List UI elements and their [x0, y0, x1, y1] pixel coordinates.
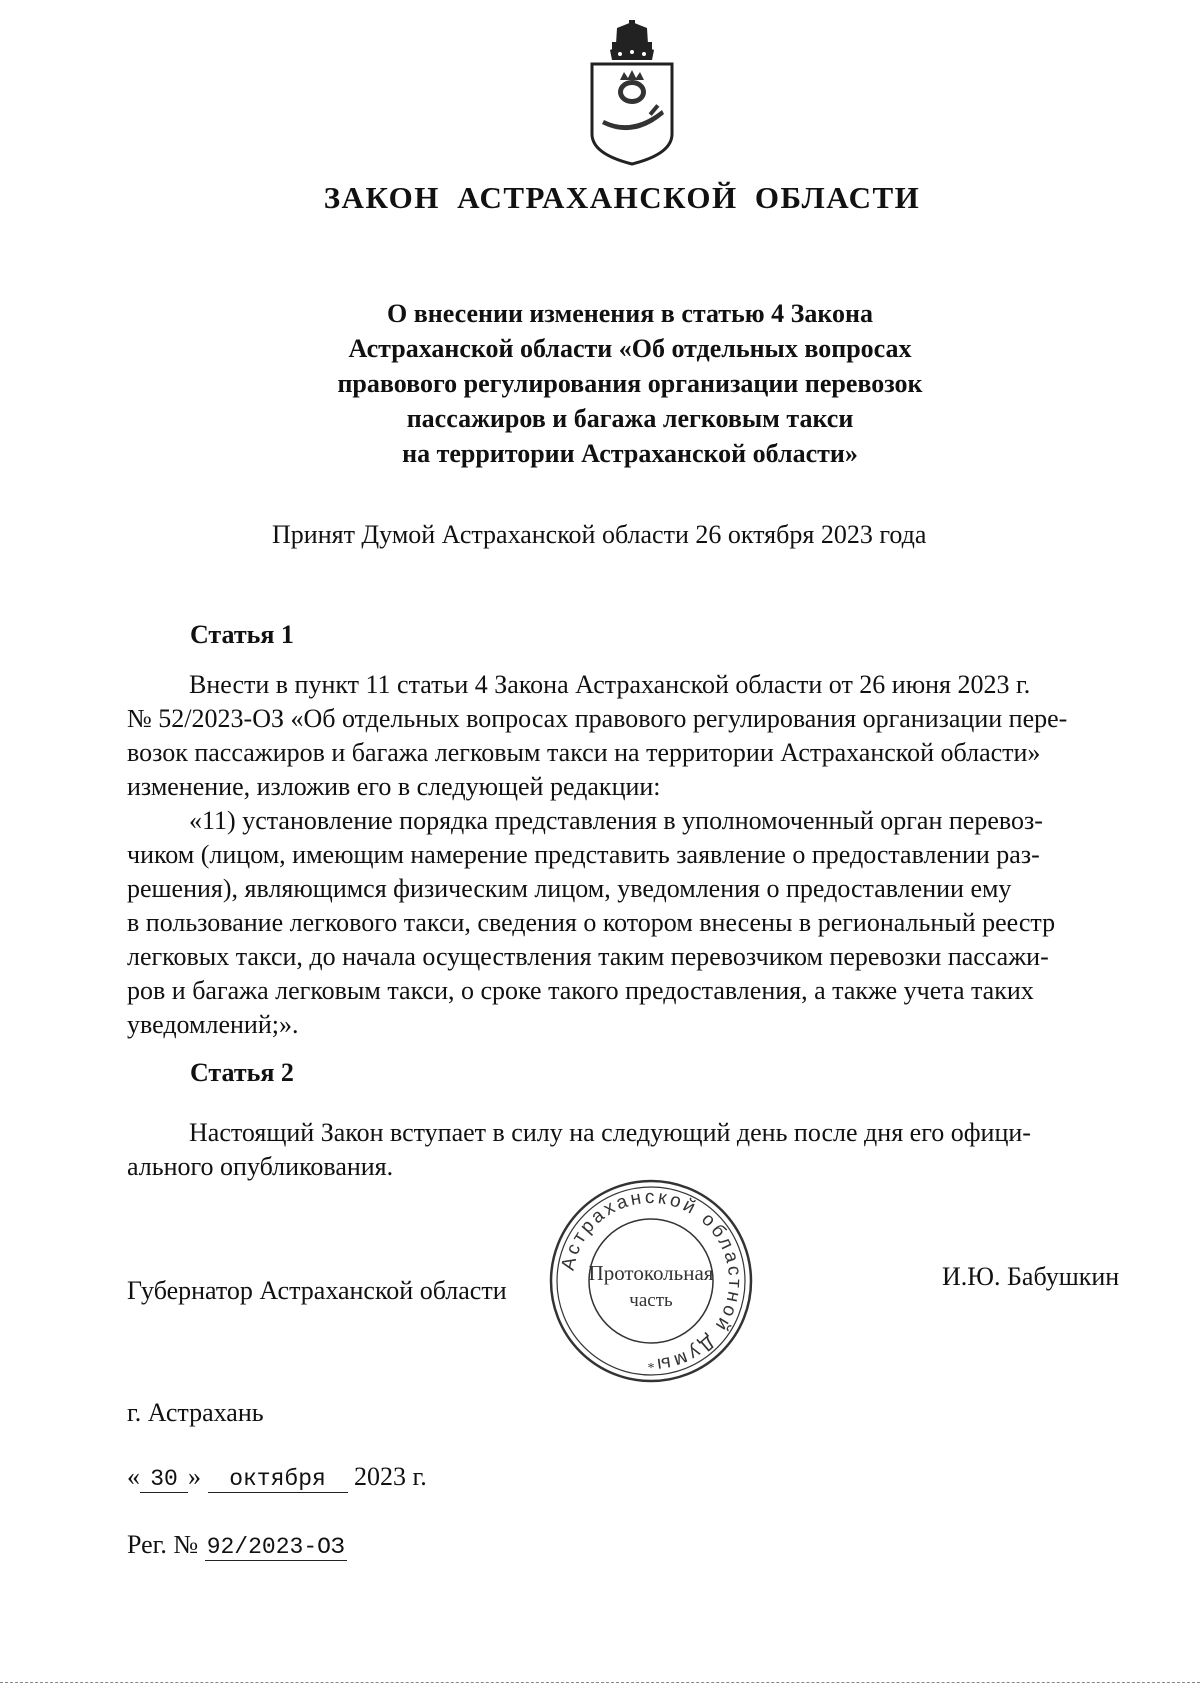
- text-line: «11) установление порядка представления в уполномоченный орган перевоз-: [189, 806, 1043, 835]
- registration-number: [127, 1530, 347, 1561]
- text-line: ального опубликования.: [127, 1152, 394, 1181]
- text-line: возок пассажиров и багажа легковым такси на территории Астраханской области»: [127, 738, 1041, 767]
- signing-city: г. Астрахань: [127, 1398, 264, 1427]
- text-line: решения), являющимся физическим лицом, уведомления о предоставлении ему: [127, 874, 1012, 903]
- reg-number: 92/2023-ОЗ: [206, 1534, 345, 1560]
- subject-line: О внесении изменения в статью 4 Закона: [386, 299, 874, 328]
- seal-star: *: [647, 1361, 655, 1376]
- subject-line: на территории Астраханской области»: [402, 439, 858, 468]
- subject-line: правового регулирования организации перевозок: [337, 369, 923, 398]
- text-line: № 52/2023-ОЗ «Об отдельных вопросах правового регулирования организации пере-: [127, 704, 1068, 733]
- date-day: 30: [140, 1466, 188, 1493]
- text-line: Настоящий Закон вступает в силу на следующий день после дня его офици-: [189, 1118, 1031, 1147]
- page-cut-line: [0, 1682, 1200, 1683]
- article-2-heading: Статья 2: [190, 1058, 294, 1087]
- date-close-quote: »: [188, 1462, 201, 1491]
- signing-date: [127, 1462, 427, 1493]
- article-1-heading: Статья 1: [190, 620, 294, 649]
- adoption-statement: Принят Думой Астраханской области 26 октября 2023 года: [272, 520, 927, 549]
- date-open-quote: «: [127, 1462, 140, 1491]
- text-line: чиком (лицом, имеющим намерение представить заявление о предоставлении раз-: [127, 840, 1040, 869]
- law-subject: [300, 296, 960, 471]
- article-2-text: [127, 1116, 1151, 1184]
- text-line: ров и багажа легковым такси, о сроке такого предоставления, а также учета таких: [127, 976, 1034, 1005]
- document-title: ЗАКОН АСТРАХАНСКОЙ ОБЛАСТИ: [323, 180, 921, 215]
- text-line: легковых такси, до начала осуществления таким перевозчиком перевозки пассажи-: [127, 942, 1049, 971]
- text-line: в пользование легкового такси, сведения о котором внесены в региональный реестр: [127, 908, 1056, 937]
- date-year: 2023 г.: [354, 1462, 427, 1491]
- signatory-name: И.Ю. Бабушкин: [942, 1262, 1120, 1291]
- signatory-title: Губернатор Астраханской области: [127, 1276, 507, 1305]
- official-seal-stamp: [548, 1178, 754, 1384]
- article-1-intro: [127, 668, 1151, 1042]
- seal-center-line2: часть: [629, 1290, 673, 1311]
- subject-line: Астраханской области «Об отдельных вопросах: [348, 334, 912, 363]
- coat-of-arms-icon: [582, 18, 682, 168]
- seal-center-line1: Протокольная: [588, 1261, 714, 1285]
- text-line: изменение, изложив его в следующей редакции:: [127, 772, 661, 801]
- date-month: октября: [208, 1466, 348, 1493]
- text-line: уведомлений;».: [127, 1010, 299, 1039]
- seal-ring-text: Астраханской областной Думы: [557, 1186, 746, 1376]
- reg-label: Рег. №: [127, 1530, 199, 1559]
- subject-line: пассажиров и багажа легковым такси: [406, 404, 854, 433]
- text-line: Внести в пункт 11 статьи 4 Закона Астраханской области от 26 июня 2023 г.: [189, 670, 1031, 699]
